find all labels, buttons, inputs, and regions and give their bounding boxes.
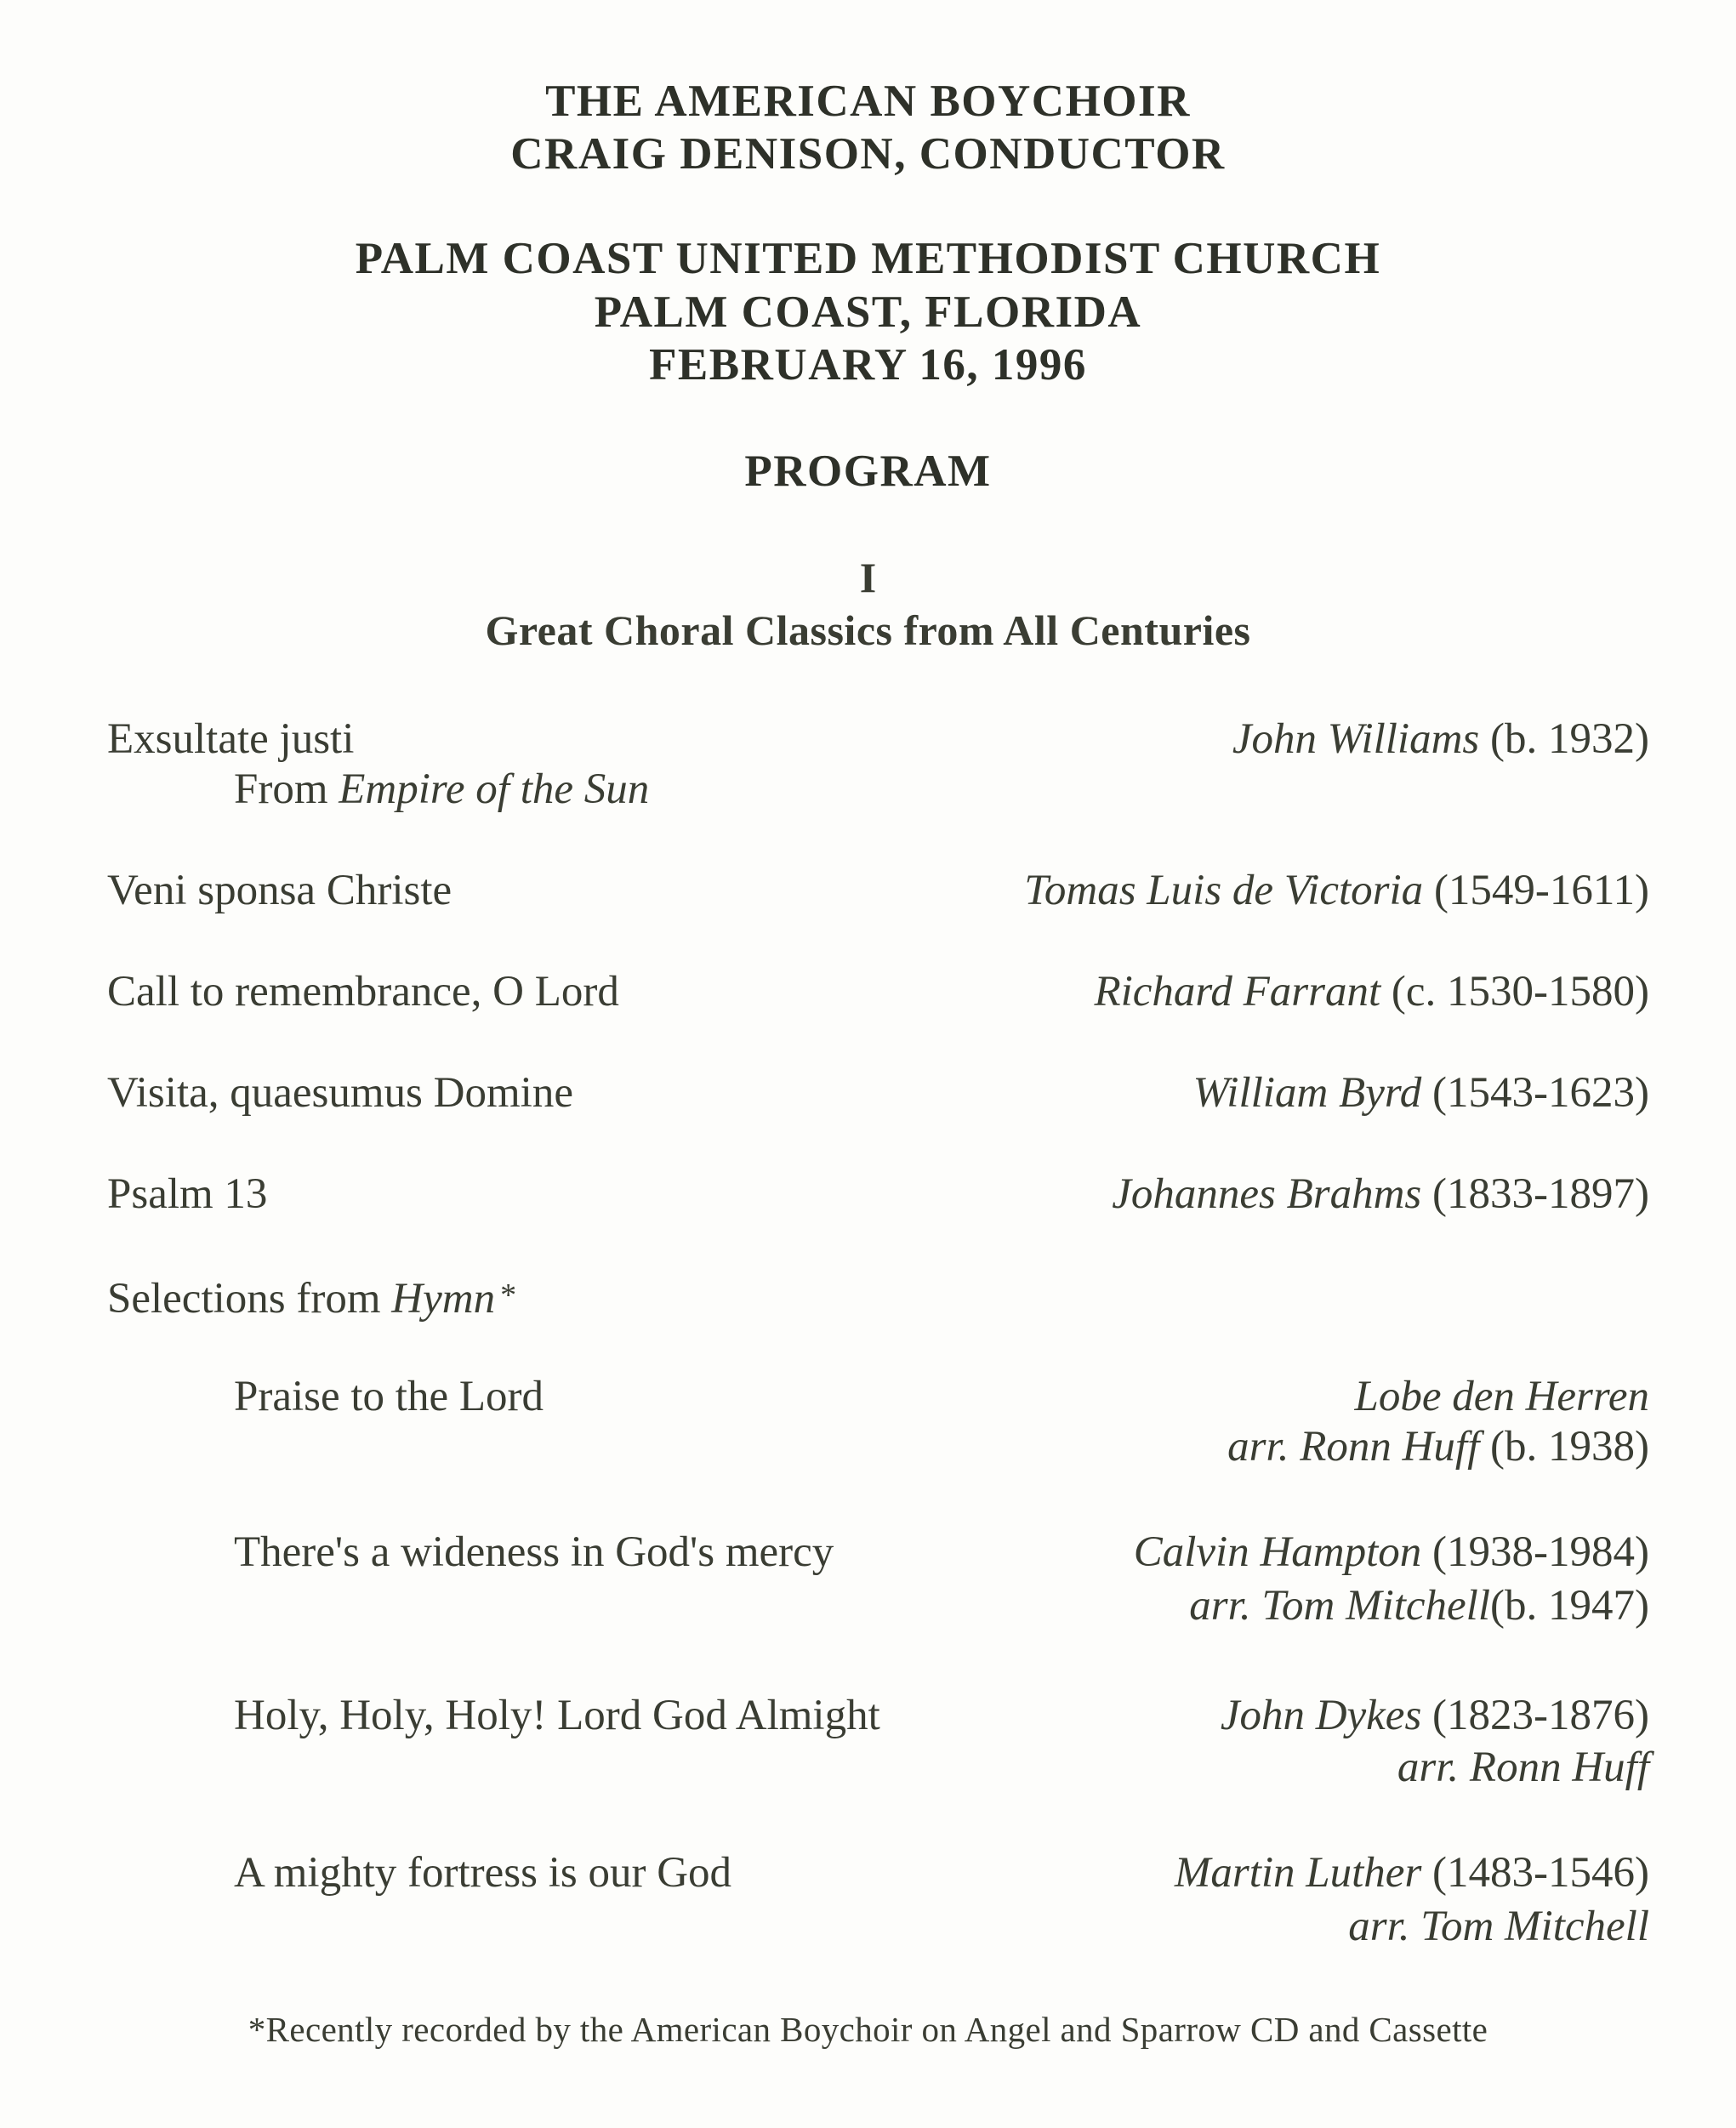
composer-name: Richard Farrant [1094, 968, 1381, 1016]
credit-italic: Lobe den Herren [1354, 1373, 1649, 1420]
selection-title: There's a wideness in God's mercy [234, 1528, 834, 1576]
credit-italic: arr. Ronn Huff [1397, 1744, 1649, 1791]
concert-date: FEBRUARY 16, 1996 [649, 340, 1087, 390]
selection-credit-line2 [1227, 1420, 1649, 1473]
piece-title: Visita, quaesumus Domine [107, 1069, 573, 1117]
piece-subtitle [234, 763, 649, 816]
venue-name: PALM COAST UNITED METHODIST CHURCH [355, 234, 1381, 283]
credit-italic: arr. Tom Mitchell [1189, 1582, 1491, 1630]
credit-italic: Calvin Hampton [1133, 1528, 1422, 1576]
subtitle-work: Empire of the Sun [339, 765, 650, 813]
piece-title: Psalm 13 [107, 1170, 268, 1218]
selection-credit-line1 [1134, 1526, 1649, 1579]
credit-plain: (b. 1938) [1479, 1423, 1649, 1471]
selection-credit-line2 [1189, 1579, 1649, 1632]
selection-credit-line2 [1397, 1741, 1649, 1794]
selection-title: Holy, Holy, Holy! Lord God Almight [234, 1692, 880, 1739]
footnote-marker: * [500, 1277, 517, 1313]
composer-dates: (1543-1623) [1421, 1069, 1649, 1117]
credit-plain: (b. 1947) [1490, 1582, 1649, 1630]
selection-title: A mighty fortress is our God [234, 1849, 732, 1897]
credit-italic: Martin Luther [1174, 1849, 1422, 1897]
selections-heading [107, 1269, 516, 1325]
program-heading: PROGRAM [744, 447, 992, 496]
selection-credit-line1 [1354, 1370, 1649, 1423]
piece-title: Exsultate justi [107, 715, 355, 763]
selection-credit-line1 [1221, 1689, 1649, 1742]
credit-plain: (1823-1876) [1421, 1692, 1649, 1739]
selections-work: Hymn [391, 1275, 496, 1323]
section-title: Great Choral Classics from All Centuries [485, 606, 1251, 654]
piece-title: Veni sponsa Christe [107, 867, 452, 914]
composer-name: John Williams [1232, 715, 1480, 763]
piece-composer [1112, 1168, 1649, 1220]
credit-italic: arr. Ronn Huff [1227, 1423, 1480, 1471]
credit-plain: (1483-1546) [1421, 1849, 1649, 1897]
composer-name: Johannes Brahms [1112, 1170, 1422, 1218]
piece-composer [1024, 864, 1649, 917]
footnote: *Recently recorded by the American Boychoir on Angel and Sparrow CD and Cassette [248, 2010, 1488, 2049]
credit-italic: John Dykes [1220, 1692, 1422, 1739]
choir-name: THE AMERICAN BOYCHOIR [545, 77, 1191, 126]
composer-dates: (b. 1932) [1479, 715, 1649, 763]
piece-composer [1094, 965, 1649, 1018]
composer-dates: (1549-1611) [1423, 867, 1649, 914]
section-number: I [859, 554, 877, 601]
credit-plain: (1938-1984) [1421, 1528, 1649, 1576]
piece-title: Call to remembrance, O Lord [107, 968, 619, 1016]
composer-name: Tomas Luis de Victoria [1024, 867, 1424, 914]
selections-prefix: Selections from [107, 1275, 392, 1323]
selection-title: Praise to the Lord [234, 1373, 544, 1420]
venue-location: PALM COAST, FLORIDA [594, 287, 1142, 337]
conductor-line: CRAIG DENISON, CONDUCTOR [510, 129, 1226, 179]
credit-italic: arr. Tom Mitchell [1348, 1903, 1649, 1950]
subtitle-prefix: From [234, 765, 339, 813]
piece-composer [1232, 713, 1649, 765]
composer-dates: (1833-1897) [1421, 1170, 1649, 1218]
composer-dates: (c. 1530-1580) [1380, 968, 1649, 1016]
composer-name: William Byrd [1192, 1069, 1422, 1117]
selection-credit-line2 [1348, 1900, 1649, 1953]
piece-composer [1193, 1067, 1649, 1119]
selection-credit-line1 [1175, 1846, 1649, 1899]
